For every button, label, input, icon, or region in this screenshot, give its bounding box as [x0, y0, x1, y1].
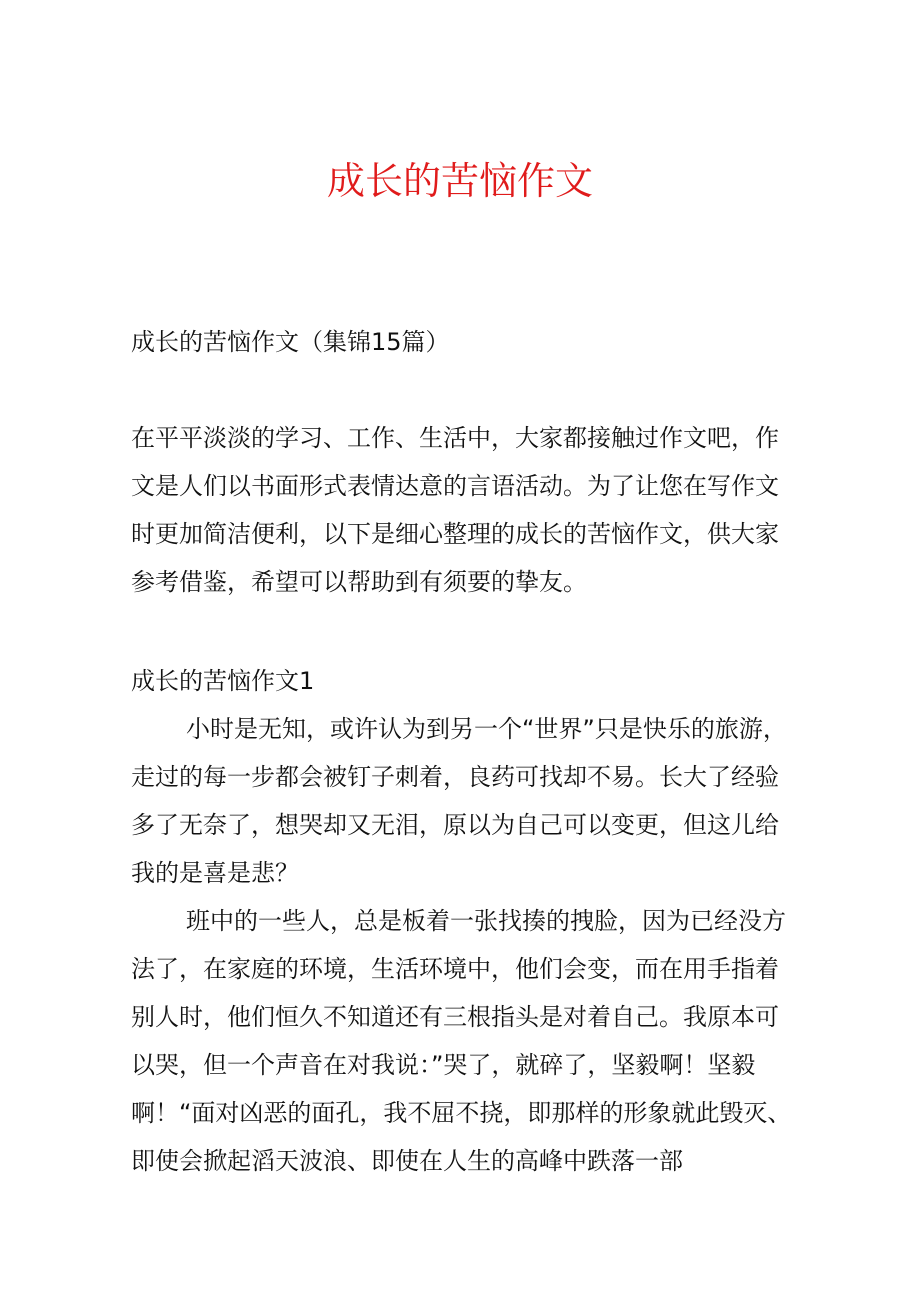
body-paragraph-2: 班中的一些人，总是板着一张找揍的拽脸，因为已经没方法了，在家庭的环境，生活环境中，他们会变，而在用手指着别人时，他们恒久不知道还有三根指头是对着自己。我原本可以哭，但一个声音在对我说：”哭了，就碎了，坚毅啊！坚毅啊！“面对凶恶的面孔，我不屈不挠，即那样的形象就此毁灭、即使会掀起滔天波浪、即使在人生的高峰中跌落一部: [131, 907, 792, 1175]
body-paragraph-1: 小时是无知，或许认为到另一个“世界”只是快乐的旅游，走过的每一步都会被钉子刺着，良药可找却不易。长大了经验多了无奈了，想哭却又无泪，原以为自己可以变更，但这儿给我的是喜是悲？: [131, 715, 787, 887]
section-title: 成长的苦恼作文1: [131, 667, 315, 695]
document-title: 成长的苦恼作文: [326, 159, 593, 203]
intro-paragraph: 在平平淡淡的学习、工作、生活中，大家都接触过作文吧，作文是人们以书面形式表情达意的言语活动。为了让您在写作文时更加简洁便利，以下是细心整理的成长的苦恼作文，供大家参考借鉴，希望可以帮助到有须要的挚友。: [131, 424, 779, 596]
document-subtitle: 成长的苦恼作文（集锦15篇）: [131, 328, 450, 356]
